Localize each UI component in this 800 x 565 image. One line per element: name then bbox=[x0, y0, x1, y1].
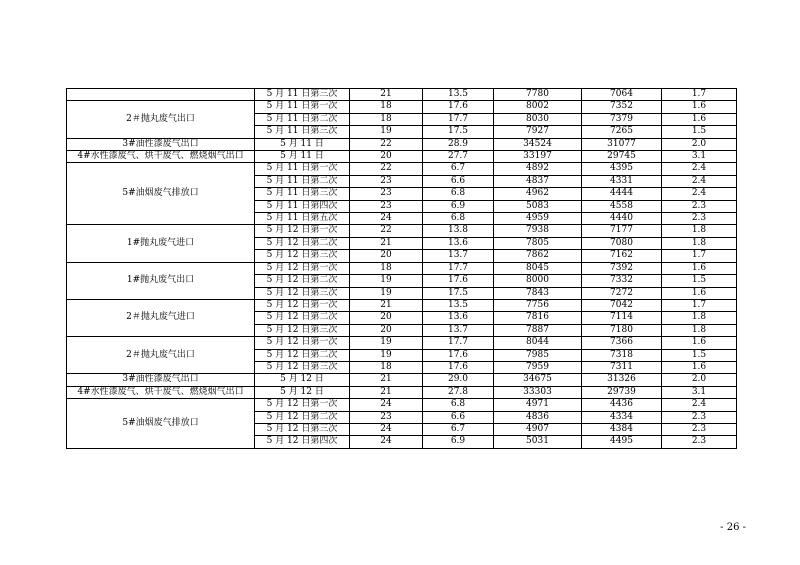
value-cell-1: 18 bbox=[350, 361, 423, 373]
value-cell-4: 4331 bbox=[582, 175, 662, 187]
value-cell-5: 1.8 bbox=[662, 312, 737, 324]
value-cell-1: 22 bbox=[350, 225, 423, 237]
value-cell-3: 34675 bbox=[494, 374, 582, 386]
value-cell-4: 7162 bbox=[582, 250, 662, 262]
table-row bbox=[67, 151, 737, 163]
value-cell-2: 27.7 bbox=[423, 151, 494, 163]
time-cell: 5 月 11 日 bbox=[255, 151, 350, 163]
table-row bbox=[67, 262, 737, 274]
value-cell-4: 7064 bbox=[582, 89, 662, 101]
value-cell-5: 2.0 bbox=[662, 138, 737, 150]
value-cell-5: 1.7 bbox=[662, 89, 737, 101]
location-cell: 1#抛丸废气进口 bbox=[67, 225, 255, 262]
value-cell-2: 6.8 bbox=[423, 213, 494, 225]
value-cell-1: 21 bbox=[350, 386, 423, 398]
time-cell: 5 月 12 日第二次 bbox=[255, 312, 350, 324]
value-cell-2: 6.9 bbox=[423, 200, 494, 212]
value-cell-4: 7272 bbox=[582, 287, 662, 299]
value-cell-5: 2.4 bbox=[662, 175, 737, 187]
value-cell-3: 8044 bbox=[494, 337, 582, 349]
value-cell-3: 4836 bbox=[494, 411, 582, 423]
value-cell-3: 7887 bbox=[494, 324, 582, 336]
value-cell-5: 2.3 bbox=[662, 411, 737, 423]
value-cell-5: 1.5 bbox=[662, 275, 737, 287]
value-cell-3: 7938 bbox=[494, 225, 582, 237]
value-cell-5: 2.4 bbox=[662, 163, 737, 175]
value-cell-1: 20 bbox=[350, 250, 423, 262]
value-cell-1: 20 bbox=[350, 312, 423, 324]
table-row bbox=[67, 225, 737, 237]
value-cell-1: 22 bbox=[350, 163, 423, 175]
value-cell-3: 33303 bbox=[494, 386, 582, 398]
value-cell-3: 7756 bbox=[494, 299, 582, 311]
value-cell-5: 2.3 bbox=[662, 213, 737, 225]
value-cell-3: 5031 bbox=[494, 436, 582, 448]
time-cell: 5 月 12 日第二次 bbox=[255, 349, 350, 361]
value-cell-5: 1.6 bbox=[662, 101, 737, 113]
value-cell-4: 4440 bbox=[582, 213, 662, 225]
value-cell-4: 7080 bbox=[582, 237, 662, 249]
value-cell-2: 6.8 bbox=[423, 399, 494, 411]
value-cell-4: 7177 bbox=[582, 225, 662, 237]
time-cell: 5 月 11 日第三次 bbox=[255, 188, 350, 200]
value-cell-3: 7780 bbox=[494, 89, 582, 101]
page-number: - 26 - bbox=[720, 522, 746, 533]
table-row bbox=[67, 101, 737, 113]
value-cell-1: 24 bbox=[350, 423, 423, 435]
value-cell-4: 4495 bbox=[582, 436, 662, 448]
value-cell-1: 18 bbox=[350, 101, 423, 113]
value-cell-1: 23 bbox=[350, 175, 423, 187]
time-cell: 5 月 11 日第一次 bbox=[255, 163, 350, 175]
value-cell-5: 2.4 bbox=[662, 399, 737, 411]
time-cell: 5 月 12 日 bbox=[255, 374, 350, 386]
value-cell-2: 17.7 bbox=[423, 262, 494, 274]
time-cell: 5 月 11 日第二次 bbox=[255, 113, 350, 125]
value-cell-4: 7180 bbox=[582, 324, 662, 336]
table-row bbox=[67, 89, 737, 101]
value-cell-2: 13.6 bbox=[423, 312, 494, 324]
value-cell-2: 29.0 bbox=[423, 374, 494, 386]
table-row bbox=[67, 374, 737, 386]
value-cell-3: 8045 bbox=[494, 262, 582, 274]
value-cell-2: 13.5 bbox=[423, 89, 494, 101]
value-cell-1: 20 bbox=[350, 324, 423, 336]
value-cell-5: 1.8 bbox=[662, 237, 737, 249]
value-cell-1: 21 bbox=[350, 299, 423, 311]
value-cell-1: 19 bbox=[350, 287, 423, 299]
value-cell-5: 2.3 bbox=[662, 423, 737, 435]
value-cell-4: 7318 bbox=[582, 349, 662, 361]
table-row bbox=[67, 386, 737, 398]
value-cell-3: 7985 bbox=[494, 349, 582, 361]
value-cell-4: 7352 bbox=[582, 101, 662, 113]
location-cell: 4#水性漆废气、烘干废气、燃烧烟气出口 bbox=[67, 151, 255, 163]
location-cell: 5#油烟废气排放口 bbox=[67, 163, 255, 225]
value-cell-3: 4837 bbox=[494, 175, 582, 187]
time-cell: 5 月 11 日第二次 bbox=[255, 175, 350, 187]
value-cell-4: 7114 bbox=[582, 312, 662, 324]
location-cell bbox=[67, 89, 255, 101]
value-cell-5: 2.3 bbox=[662, 436, 737, 448]
value-cell-4: 4384 bbox=[582, 423, 662, 435]
value-cell-3: 4971 bbox=[494, 399, 582, 411]
time-cell: 5 月 12 日第三次 bbox=[255, 423, 350, 435]
time-cell: 5 月 11 日第三次 bbox=[255, 89, 350, 101]
time-cell: 5 月 12 日第三次 bbox=[255, 324, 350, 336]
value-cell-2: 6.6 bbox=[423, 175, 494, 187]
time-cell: 5 月 12 日第一次 bbox=[255, 262, 350, 274]
value-cell-3: 7816 bbox=[494, 312, 582, 324]
time-cell: 5 月 12 日第二次 bbox=[255, 275, 350, 287]
value-cell-1: 22 bbox=[350, 138, 423, 150]
value-cell-3: 34524 bbox=[494, 138, 582, 150]
value-cell-5: 1.5 bbox=[662, 126, 737, 138]
value-cell-5: 1.7 bbox=[662, 250, 737, 262]
location-cell: 3#油性漆废气出口 bbox=[67, 374, 255, 386]
value-cell-2: 17.5 bbox=[423, 287, 494, 299]
value-cell-2: 13.7 bbox=[423, 250, 494, 262]
value-cell-5: 1.6 bbox=[662, 337, 737, 349]
value-cell-2: 6.8 bbox=[423, 188, 494, 200]
value-cell-1: 19 bbox=[350, 126, 423, 138]
value-cell-2: 13.7 bbox=[423, 324, 494, 336]
value-cell-2: 6.9 bbox=[423, 436, 494, 448]
value-cell-4: 31077 bbox=[582, 138, 662, 150]
value-cell-1: 21 bbox=[350, 237, 423, 249]
location-cell: 1#抛丸废气出口 bbox=[67, 262, 255, 299]
value-cell-5: 3.1 bbox=[662, 386, 737, 398]
location-cell: 4#水性漆废气、烘干废气、燃烧烟气出口 bbox=[67, 386, 255, 398]
table-row bbox=[67, 163, 737, 175]
value-cell-4: 7042 bbox=[582, 299, 662, 311]
value-cell-4: 4444 bbox=[582, 188, 662, 200]
value-cell-3: 7959 bbox=[494, 361, 582, 373]
table-row bbox=[67, 337, 737, 349]
value-cell-4: 7265 bbox=[582, 126, 662, 138]
value-cell-5: 1.7 bbox=[662, 299, 737, 311]
value-cell-1: 23 bbox=[350, 188, 423, 200]
value-cell-2: 17.6 bbox=[423, 101, 494, 113]
time-cell: 5 月 12 日第二次 bbox=[255, 237, 350, 249]
value-cell-5: 2.4 bbox=[662, 188, 737, 200]
value-cell-3: 4892 bbox=[494, 163, 582, 175]
value-cell-2: 17.6 bbox=[423, 275, 494, 287]
value-cell-5: 1.6 bbox=[662, 262, 737, 274]
value-cell-2: 13.5 bbox=[423, 299, 494, 311]
time-cell: 5 月 12 日第一次 bbox=[255, 399, 350, 411]
value-cell-3: 7927 bbox=[494, 126, 582, 138]
value-cell-2: 17.7 bbox=[423, 113, 494, 125]
location-cell: 2＃抛丸废气出口 bbox=[67, 337, 255, 374]
time-cell: 5 月 11 日第五次 bbox=[255, 213, 350, 225]
value-cell-4: 4395 bbox=[582, 163, 662, 175]
value-cell-1: 18 bbox=[350, 262, 423, 274]
value-cell-3: 7805 bbox=[494, 237, 582, 249]
value-cell-4: 29745 bbox=[582, 151, 662, 163]
value-cell-2: 6.7 bbox=[423, 423, 494, 435]
time-cell: 5 月 11 日第四次 bbox=[255, 200, 350, 212]
value-cell-2: 17.7 bbox=[423, 337, 494, 349]
value-cell-1: 23 bbox=[350, 200, 423, 212]
time-cell: 5 月 11 日 bbox=[255, 138, 350, 150]
monitoring-data-table bbox=[66, 88, 737, 449]
value-cell-2: 17.5 bbox=[423, 126, 494, 138]
location-cell: 2＃抛丸废气出口 bbox=[67, 101, 255, 138]
time-cell: 5 月 12 日第二次 bbox=[255, 411, 350, 423]
value-cell-4: 4558 bbox=[582, 200, 662, 212]
value-cell-4: 7332 bbox=[582, 275, 662, 287]
value-cell-2: 13.6 bbox=[423, 237, 494, 249]
value-cell-5: 1.6 bbox=[662, 113, 737, 125]
value-cell-2: 17.6 bbox=[423, 349, 494, 361]
value-cell-4: 29739 bbox=[582, 386, 662, 398]
time-cell: 5 月 11 日第三次 bbox=[255, 126, 350, 138]
value-cell-2: 13.8 bbox=[423, 225, 494, 237]
table-row bbox=[67, 399, 737, 411]
value-cell-5: 1.6 bbox=[662, 287, 737, 299]
value-cell-1: 19 bbox=[350, 349, 423, 361]
value-cell-3: 33197 bbox=[494, 151, 582, 163]
value-cell-4: 7379 bbox=[582, 113, 662, 125]
value-cell-5: 2.0 bbox=[662, 374, 737, 386]
time-cell: 5 月 12 日 bbox=[255, 386, 350, 398]
value-cell-5: 3.1 bbox=[662, 151, 737, 163]
time-cell: 5 月 12 日第三次 bbox=[255, 361, 350, 373]
value-cell-3: 4907 bbox=[494, 423, 582, 435]
value-cell-3: 8030 bbox=[494, 113, 582, 125]
value-cell-3: 7862 bbox=[494, 250, 582, 262]
location-cell: 5#油烟废气排放口 bbox=[67, 399, 255, 449]
value-cell-5: 1.8 bbox=[662, 225, 737, 237]
value-cell-2: 17.6 bbox=[423, 361, 494, 373]
value-cell-3: 8000 bbox=[494, 275, 582, 287]
value-cell-5: 1.8 bbox=[662, 324, 737, 336]
time-cell: 5 月 12 日第三次 bbox=[255, 287, 350, 299]
value-cell-1: 24 bbox=[350, 399, 423, 411]
time-cell: 5 月 12 日第四次 bbox=[255, 436, 350, 448]
value-cell-3: 4962 bbox=[494, 188, 582, 200]
value-cell-4: 7311 bbox=[582, 361, 662, 373]
location-cell: 3#油性漆废气出口 bbox=[67, 138, 255, 150]
time-cell: 5 月 11 日第一次 bbox=[255, 101, 350, 113]
value-cell-1: 19 bbox=[350, 275, 423, 287]
time-cell: 5 月 12 日第一次 bbox=[255, 299, 350, 311]
value-cell-1: 23 bbox=[350, 411, 423, 423]
location-cell: 2＃抛丸废气进口 bbox=[67, 299, 255, 336]
value-cell-4: 4334 bbox=[582, 411, 662, 423]
value-cell-5: 1.6 bbox=[662, 361, 737, 373]
value-cell-3: 5083 bbox=[494, 200, 582, 212]
value-cell-5: 1.5 bbox=[662, 349, 737, 361]
table-row bbox=[67, 138, 737, 150]
value-cell-3: 7843 bbox=[494, 287, 582, 299]
value-cell-3: 8002 bbox=[494, 101, 582, 113]
table-row bbox=[67, 299, 737, 311]
value-cell-3: 4959 bbox=[494, 213, 582, 225]
value-cell-4: 4436 bbox=[582, 399, 662, 411]
value-cell-1: 21 bbox=[350, 89, 423, 101]
value-cell-1: 21 bbox=[350, 374, 423, 386]
value-cell-1: 19 bbox=[350, 337, 423, 349]
table-body bbox=[67, 89, 737, 449]
value-cell-1: 18 bbox=[350, 113, 423, 125]
value-cell-2: 6.7 bbox=[423, 163, 494, 175]
value-cell-2: 27.8 bbox=[423, 386, 494, 398]
value-cell-4: 31326 bbox=[582, 374, 662, 386]
time-cell: 5 月 12 日第一次 bbox=[255, 337, 350, 349]
time-cell: 5 月 12 日第三次 bbox=[255, 250, 350, 262]
value-cell-4: 7366 bbox=[582, 337, 662, 349]
value-cell-1: 20 bbox=[350, 151, 423, 163]
value-cell-1: 24 bbox=[350, 436, 423, 448]
value-cell-4: 7392 bbox=[582, 262, 662, 274]
time-cell: 5 月 12 日第一次 bbox=[255, 225, 350, 237]
value-cell-1: 24 bbox=[350, 213, 423, 225]
value-cell-2: 28.9 bbox=[423, 138, 494, 150]
value-cell-5: 2.3 bbox=[662, 200, 737, 212]
value-cell-2: 6.6 bbox=[423, 411, 494, 423]
